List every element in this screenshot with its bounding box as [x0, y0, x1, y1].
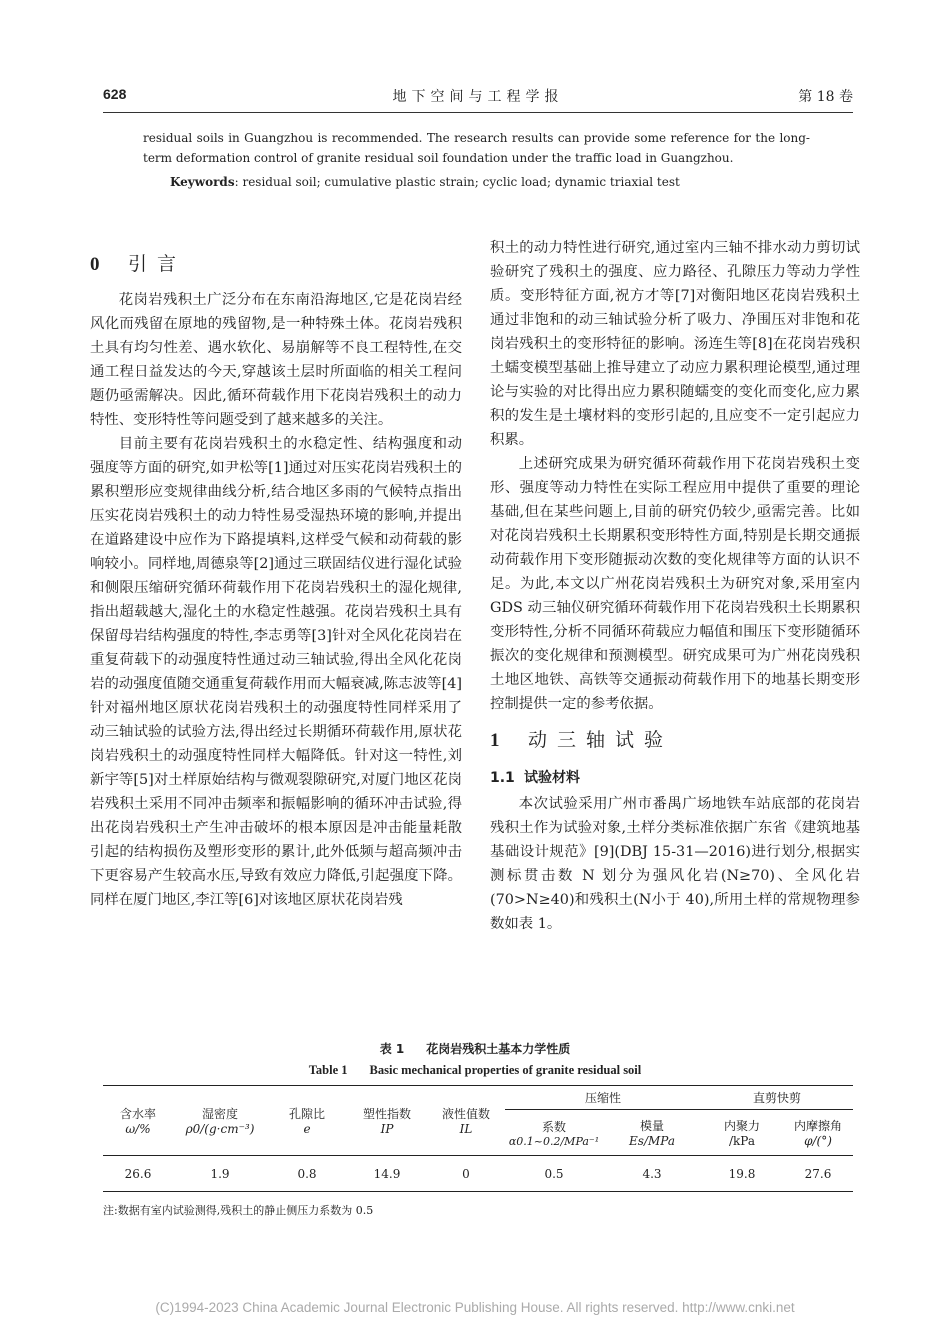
left-column — [90, 248, 462, 912]
subsection-1-1-title: 试验材料 — [524, 770, 580, 786]
paragraph: 花岗岩残积土广泛分布在东南沿海地区,它是花岗岩经风化而残留在原地的残留物,是一种特殊土体。花岗岩残积土具有均匀性差、遇水软化、易崩解等不良工程特性,在交通工程日益发达的今天,穿越该土层时所面临的相关工程问题仍亟需解决。因此,循环荷载作用下花岗岩残积土的动力特性、变形特性等问题受到了越来越多的关注。 — [90, 292, 462, 428]
header-rule — [103, 112, 853, 113]
th-plasticity-index: 塑性指数 IP — [347, 1086, 427, 1156]
table-note: 注:数据有室内试验测得,残积土的静止侧压力系数为 0.5 — [103, 1204, 374, 1217]
keywords-text: residual soil; cumulative plastic strain; cyclic load; dynamic triaxial test — [242, 175, 680, 189]
subsection-1-1-number: 1.1 — [490, 770, 515, 786]
table-title-cn: 花岗岩残积土基本力学性质 — [426, 1042, 571, 1056]
page-number: 628 — [103, 86, 127, 102]
cell-liquidity-index: 0 — [427, 1156, 505, 1192]
cell-friction-angle: 27.6 — [783, 1156, 853, 1192]
paragraph: 上述研究成果为研究循环荷载作用下花岗岩残积土变形、强度等动力特性在实际工程应用中提供了重要的理论基础,但在某些问题上,目前的研究仍较少,亟需完善。比如对花岗岩残积土长期累积变形特性方面,特别是长期交通振动荷载作用下变形随振动次数的变化规律等方面的认识不足。为此,本文以广州花岗岩残积土为研究对象,采用室内 GDS 动三轴仪研究循环荷载作用下花岗岩残积土长期累积变形特性,分析不同循环荷载应力幅值和围压下变形随循环振次的变化规律和预测模型。研究成果可为广州花岗残积土地区地铁、高铁等交通振动荷载作用下的地基长期变形控制提供一定的参考依据。 — [490, 456, 860, 712]
th-friction-angle: 内摩擦角 φ/(°) — [793, 1119, 842, 1148]
th-liquidity-index: 液性值数 IL — [427, 1086, 505, 1156]
cell-plasticity-index: 14.9 — [347, 1156, 427, 1192]
section-0-heading — [90, 248, 462, 288]
table-label-cn: 表 1 — [379, 1042, 405, 1056]
paragraph: 本次试验采用广州市番禺广场地铁车站底部的花岗岩残积土作为试验对象,土样分类标准依据广东省《建筑地基基础设计规范》[9](DBJ 15-31—2016)进行划分,根据实测标贯击数 N 划分为强风化岩(N≥70)、全风化岩(70>N≥40)和残积土(N小于 40),所用土样的常规物理参数如表 1。 — [490, 796, 860, 932]
cell-void-ratio: 0.8 — [267, 1156, 347, 1192]
keywords-separator: : — [234, 175, 239, 189]
th-wet-density: 湿密度 ρ0/(g·cm⁻³) — [173, 1086, 267, 1156]
cell-modulus: 4.3 — [603, 1156, 701, 1192]
keywords-label: Keywords — [170, 175, 235, 189]
table-caption-en — [0, 1063, 950, 1078]
table-row — [103, 1156, 853, 1192]
cell-water-content: 26.6 — [103, 1156, 173, 1192]
paragraph: 目前主要有花岗岩残积土的水稳定性、结构强度和动强度等方面的研究,如尹松等[1]通过对压实花岗岩残积土的累积塑形应变规律曲线分析,结合地区多雨的气候特点指出压实花岗岩残积土的动力特性易受湿热环境的影响,并提出在道路建设中应作为下路提填料,这样受气候和动荷载的影响较小。同样地,周德泉等[2]通过三联固结仪进行湿化试验和侧限压缩研究循环荷载作用下花岗岩残积土的湿化规律,指出超载越大,湿化土的水稳定性越强。花岗岩残积土具有保留母岩结构强度的特性,李志勇等[3]针对全风化花岗岩在重复荷载下的动强度特性通过动三轴试验,得出全风化花岗岩的动强度值随交通重复荷载作用而大幅衰减,陈志波等[4]针对福州地区原状花岗岩残积土的动强度特性同样采用了动三轴试验的试验方法,得出经过长期循环荷载作用,原状花岗岩残积土的动强度特性同样大幅降低。针对这一特性,刘新宇等[5]对土样原始结构与微观裂隙研究,对厦门地区花岗岩残积土采用不同冲击频率和振幅影响的循环冲击试验,得出花岗岩残积土产生冲击破坏的根本原因是冲击能量耗散引起的结构损伤及塑形变形的累计,此外低频与超高频冲击下更容易产生较高水压,导致有效应力降低,引起强度下降。同样在厦门地区,李江等[6]对该地区原状花岗岩残 — [90, 436, 462, 908]
cell-coefficient: 0.5 — [505, 1156, 603, 1192]
th-modulus: 模量 Es/MPa — [629, 1119, 675, 1148]
th-void-ratio: 孔隙比 e — [267, 1086, 347, 1156]
table-label-en: Table 1 — [308, 1063, 348, 1077]
section-1-title: 动三轴试验 — [528, 729, 674, 751]
table-caption-cn — [0, 1040, 950, 1057]
section-0-title: 引言 — [128, 253, 187, 275]
journal-title: 地下空间与工程学报 — [392, 89, 564, 105]
section-0-number: 0 — [90, 254, 100, 275]
th-cohesion: 内聚力 /kPa — [723, 1119, 760, 1148]
section-1-number: 1 — [490, 730, 500, 751]
cell-wet-density: 1.9 — [173, 1156, 267, 1192]
th-compressibility: 压缩性 — [505, 1086, 701, 1110]
copyright-footer: (C)1994-2023 China Academic Journal Electronic Publishing House. All rights reserved. http://www.cnki.net — [155, 1300, 795, 1315]
volume-label: 第 18 卷 — [798, 89, 853, 105]
keywords-line — [170, 175, 830, 189]
th-water-content: 含水率 ω/% — [103, 1086, 173, 1156]
th-coefficient: 系数 α0.1~0.2/MPa⁻¹ — [508, 1119, 600, 1148]
right-column — [490, 236, 860, 936]
running-header — [103, 86, 853, 112]
section-1-heading — [490, 724, 860, 764]
subsection-1-1-heading — [490, 764, 860, 792]
table-1 — [103, 1085, 853, 1192]
paragraph: 积土的动力特性进行研究,通过室内三轴不排水动力剪切试验研究了残积土的强度、应力路径、孔隙压力等动力学性质。变形特征方面,祝方才等[7]对衡阳地区花岗岩残积土通过非饱和的动三轴试验分析了吸力、净围压对非饱和花岗岩残积土的变形特征的影响。汤连生等[8]在花岗岩残积土蠕变模型基础上推导建立了动应力累积理论模型,通过理论与实验的对比得出应力累积随蠕变的变化而变化,应力累积的发生是土壤材料的变形引起的,且应变不一定引起应力积累。 — [490, 240, 860, 448]
abstract-tail: residual soils in Guangzhou is recommended. The research results can provide some reference for the long-term deformation control of granite residual soil foundation under the traffic load in Guangzhou. — [143, 131, 810, 165]
th-direct-shear: 直剪快剪 — [701, 1086, 853, 1110]
cell-cohesion: 19.8 — [701, 1156, 783, 1192]
table-title-en: Basic mechanical properties of granite residual soil — [369, 1063, 642, 1077]
